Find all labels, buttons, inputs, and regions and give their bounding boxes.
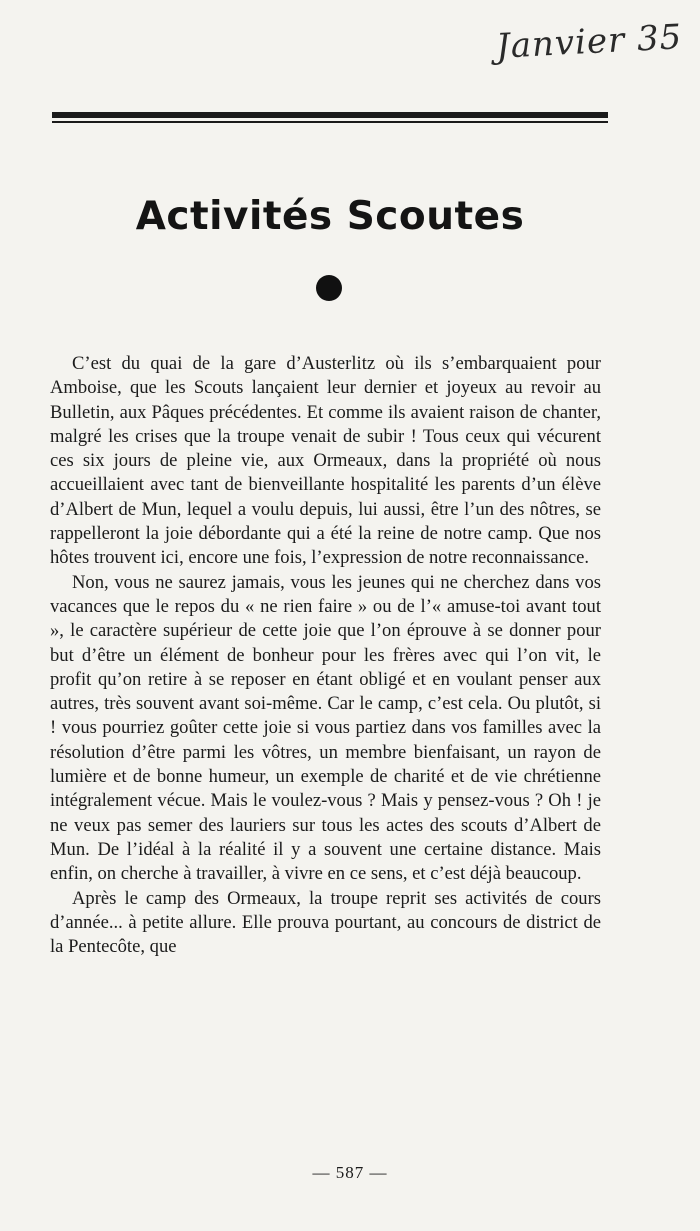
handwritten-date-note: Janvier 35 (495, 17, 684, 67)
page-number: — 587 — (312, 1163, 388, 1182)
article-title: Activités Scoutes (135, 194, 525, 239)
paragraph-3: Après le camp des Ormeaux, la troupe reprit ses activités de cours d’année... à petite allure. Elle prouva pourtant, au concours de district de la Pentecôte, que (50, 887, 601, 958)
header-rule-thick (52, 112, 608, 118)
title-ornament-dot (316, 275, 342, 301)
header-rule-thin (52, 121, 608, 123)
paragraph-1: C’est du quai de la gare d’Austerlitz où ils s’embarquaient pour Amboise, que les Scouts lançaient leur dernier et joyeux au revoir au Bulletin, aux Pâques précédentes. Et comme ils avaient raison de chanter, malgré les crises que la troupe venait de subir ! Tous ceux qui vécurent ces six jours de pleine vie, aux Ormeaux, dans la propriété où nous accueillaient avec tant de bienveillante hospitalité les parents d’un élève d’Albert de Mun, lequel a voulu depuis, lui aussi, être l’un des nôtres, se rappelleront la joie débordante qui a été la reine de notre camp. Que nos hôtes trouvent ici, encore une fois, l’expression de notre reconnaissance. (50, 353, 601, 569)
article-body (50, 352, 601, 959)
paragraph-2: Non, vous ne saurez jamais, vous les jeunes qui ne cherchez dans vos vacances que le repos du « ne rien faire » ou de l’« amuse-toi avant tout », le caractère supérieur de cette joie que l’on éprouve à se donner pour but d’être un élément de bonheur pour les frères avec qui l’on vit, le profit qu’on retire à se reposer en étant obligé et en voulant penser aux autres, très souvent avant soi-même. Car le camp, c’est cela. Ou plutôt, si ! vous pourriez goûter cette joie si vous partiez dans vos familles avec la résolution d’être parmi les vôtres, un membre bienfaisant, un rayon de lumière et de bonne humeur, un exemple de charité et de vie chrétienne intégralement vécue. Mais le voulez-vous ? Mais y pensez-vous ? Oh ! je ne veux pas semer des lauriers sur tous les actes des scouts d’Albert de Mun. De l’idéal à la réalité il y a souvent une certaine distance. Mais enfin, on cherche à travailler, à vivre en ce sens, et c’est déjà beaucoup. (50, 571, 601, 885)
